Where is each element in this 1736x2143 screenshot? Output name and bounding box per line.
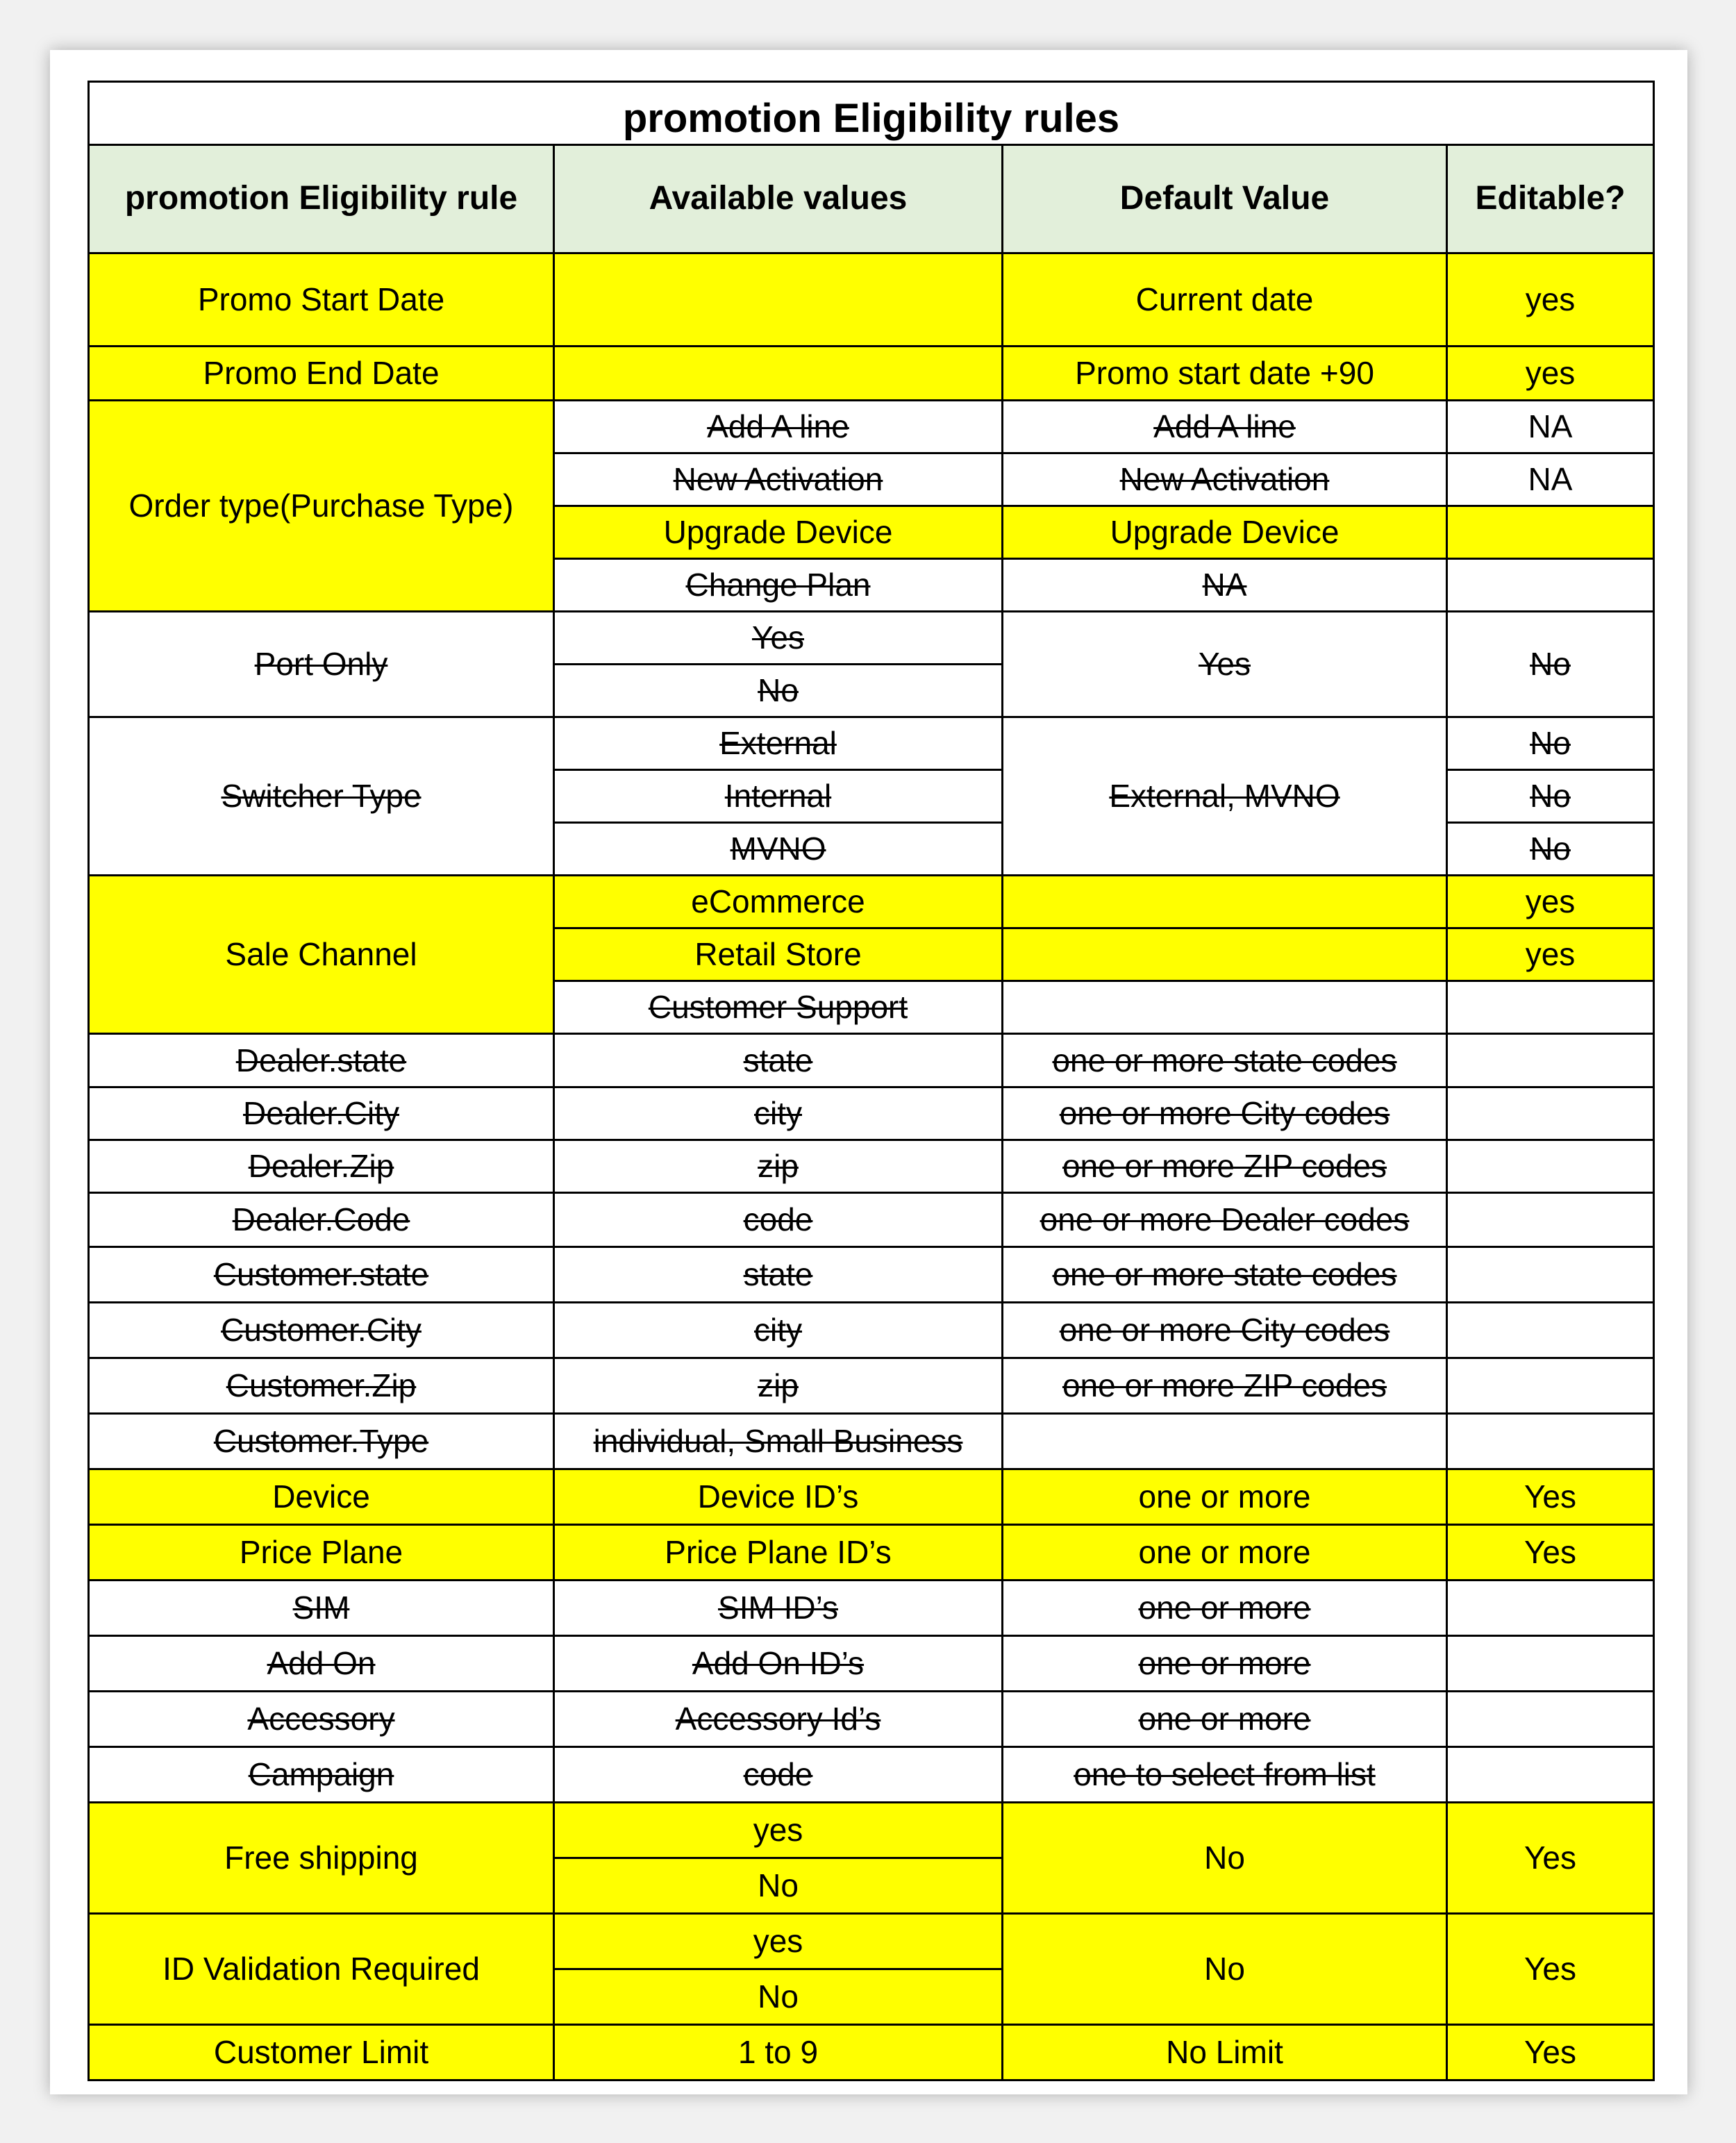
rule-name: Customer.Zip bbox=[89, 1358, 554, 1414]
default-value: one or more bbox=[1003, 1581, 1447, 1636]
editable-value bbox=[1447, 1140, 1654, 1193]
available-value: zip bbox=[554, 1358, 1003, 1414]
editable-value: Yes bbox=[1447, 1469, 1654, 1525]
available-value: yes bbox=[554, 1914, 1003, 1969]
default-value: one or more state codes bbox=[1003, 1247, 1447, 1303]
default-value: Promo start date +90 bbox=[1003, 347, 1447, 401]
editable-value: yes bbox=[1447, 876, 1654, 928]
default-value: one or more Dealer codes bbox=[1003, 1193, 1447, 1247]
available-value: New Activation bbox=[554, 453, 1003, 506]
default-value: Yes bbox=[1003, 612, 1447, 717]
column-header-default: Default Value bbox=[1003, 145, 1447, 253]
available-value: Price Plane ID’s bbox=[554, 1525, 1003, 1581]
available-value: No bbox=[554, 1969, 1003, 2025]
editable-value: Yes bbox=[1447, 2025, 1654, 2081]
default-value bbox=[1003, 981, 1447, 1034]
rule-name: Customer.City bbox=[89, 1303, 554, 1358]
editable-value: Yes bbox=[1447, 1525, 1654, 1581]
editable-value bbox=[1447, 1247, 1654, 1303]
rule-name: ID Validation Required bbox=[89, 1914, 554, 2025]
default-value: one or more bbox=[1003, 1525, 1447, 1581]
editable-value: yes bbox=[1447, 347, 1654, 401]
editable-value bbox=[1447, 1303, 1654, 1358]
rule-name: Accessory bbox=[89, 1692, 554, 1747]
available-value: Add On ID’s bbox=[554, 1636, 1003, 1692]
table-row bbox=[89, 1414, 1654, 1469]
editable-value: NA bbox=[1447, 401, 1654, 453]
table-row bbox=[89, 401, 1654, 453]
available-value: eCommerce bbox=[554, 876, 1003, 928]
available-value: Retail Store bbox=[554, 928, 1003, 981]
editable-value bbox=[1447, 1193, 1654, 1247]
default-value bbox=[1003, 928, 1447, 981]
table-row bbox=[89, 1581, 1654, 1636]
available-value: MVNO bbox=[554, 823, 1003, 876]
available-value: No bbox=[554, 665, 1003, 717]
table-row bbox=[89, 1193, 1654, 1247]
editable-value: No bbox=[1447, 770, 1654, 823]
editable-value bbox=[1447, 1747, 1654, 1803]
eligibility-rules-table bbox=[87, 81, 1655, 2081]
default-value: one or more ZIP codes bbox=[1003, 1358, 1447, 1414]
rule-name: Promo End Date bbox=[89, 347, 554, 401]
editable-value: yes bbox=[1447, 253, 1654, 347]
default-value: No bbox=[1003, 1914, 1447, 2025]
table-row bbox=[89, 1803, 1654, 1858]
default-value: Current date bbox=[1003, 253, 1447, 347]
default-value bbox=[1003, 1414, 1447, 1469]
available-value: No bbox=[554, 1858, 1003, 1914]
table-row bbox=[89, 1140, 1654, 1193]
editable-value: Yes bbox=[1447, 1803, 1654, 1914]
default-value: Upgrade Device bbox=[1003, 506, 1447, 559]
default-value: one or more bbox=[1003, 1469, 1447, 1525]
editable-value bbox=[1447, 1692, 1654, 1747]
rule-name: Free shipping bbox=[89, 1803, 554, 1914]
table-row bbox=[89, 1469, 1654, 1525]
table-row bbox=[89, 1636, 1654, 1692]
available-value: External bbox=[554, 717, 1003, 770]
rule-name: Sale Channel bbox=[89, 876, 554, 1034]
available-value: Device ID’s bbox=[554, 1469, 1003, 1525]
default-value: No bbox=[1003, 1803, 1447, 1914]
rule-name: SIM bbox=[89, 1581, 554, 1636]
default-value bbox=[1003, 876, 1447, 928]
available-value: Add A line bbox=[554, 401, 1003, 453]
available-value: Accessory Id’s bbox=[554, 1692, 1003, 1747]
rule-name: Customer.Type bbox=[89, 1414, 554, 1469]
table-row bbox=[89, 876, 1654, 928]
table-row bbox=[89, 1087, 1654, 1140]
rule-name: Dealer.City bbox=[89, 1087, 554, 1140]
column-header-available: Available values bbox=[554, 145, 1003, 253]
editable-value: Yes bbox=[1447, 1914, 1654, 2025]
editable-value bbox=[1447, 1358, 1654, 1414]
editable-value: No bbox=[1447, 823, 1654, 876]
available-value: 1 to 9 bbox=[554, 2025, 1003, 2081]
rule-name: Campaign bbox=[89, 1747, 554, 1803]
table-row bbox=[89, 2025, 1654, 2081]
editable-value bbox=[1447, 1034, 1654, 1087]
available-value: individual, Small Business bbox=[554, 1414, 1003, 1469]
available-value: state bbox=[554, 1247, 1003, 1303]
table-row bbox=[89, 612, 1654, 665]
editable-value bbox=[1447, 559, 1654, 612]
editable-value bbox=[1447, 1636, 1654, 1692]
default-value: one or more City codes bbox=[1003, 1303, 1447, 1358]
rule-name: Dealer.Zip bbox=[89, 1140, 554, 1193]
table-row bbox=[89, 1303, 1654, 1358]
table-row bbox=[89, 1247, 1654, 1303]
rule-name: Port Only bbox=[89, 612, 554, 717]
available-value: Yes bbox=[554, 612, 1003, 665]
editable-value: No bbox=[1447, 612, 1654, 717]
available-value bbox=[554, 347, 1003, 401]
table-row bbox=[89, 1358, 1654, 1414]
rule-name: Dealer.Code bbox=[89, 1193, 554, 1247]
table-row bbox=[89, 1692, 1654, 1747]
editable-value bbox=[1447, 1087, 1654, 1140]
editable-value: No bbox=[1447, 717, 1654, 770]
rule-name: Switcher Type bbox=[89, 717, 554, 876]
editable-value bbox=[1447, 1581, 1654, 1636]
title-row bbox=[89, 82, 1654, 145]
table-title: promotion Eligibility rules bbox=[89, 82, 1654, 145]
table-row bbox=[89, 717, 1654, 770]
editable-value bbox=[1447, 981, 1654, 1034]
available-value: city bbox=[554, 1303, 1003, 1358]
rule-name: Customer.state bbox=[89, 1247, 554, 1303]
table-row bbox=[89, 253, 1654, 347]
rule-name: Customer Limit bbox=[89, 2025, 554, 2081]
rule-name: Add On bbox=[89, 1636, 554, 1692]
available-value: city bbox=[554, 1087, 1003, 1140]
rule-name: Promo Start Date bbox=[89, 253, 554, 347]
editable-value: yes bbox=[1447, 928, 1654, 981]
column-header-rule: promotion Eligibility rule bbox=[89, 145, 554, 253]
available-value: Internal bbox=[554, 770, 1003, 823]
available-value: yes bbox=[554, 1803, 1003, 1858]
default-value: NA bbox=[1003, 559, 1447, 612]
default-value: one or more bbox=[1003, 1692, 1447, 1747]
default-value: Add A line bbox=[1003, 401, 1447, 453]
default-value: one or more bbox=[1003, 1636, 1447, 1692]
document-page bbox=[50, 50, 1687, 2094]
available-value: code bbox=[554, 1193, 1003, 1247]
table-row bbox=[89, 1525, 1654, 1581]
rule-name: Device bbox=[89, 1469, 554, 1525]
default-value: one to select from list bbox=[1003, 1747, 1447, 1803]
editable-value: NA bbox=[1447, 453, 1654, 506]
available-value: state bbox=[554, 1034, 1003, 1087]
available-value bbox=[554, 253, 1003, 347]
editable-value bbox=[1447, 506, 1654, 559]
rule-name: Price Plane bbox=[89, 1525, 554, 1581]
default-value: External, MVNO bbox=[1003, 717, 1447, 876]
available-value: zip bbox=[554, 1140, 1003, 1193]
available-value: Upgrade Device bbox=[554, 506, 1003, 559]
table-row bbox=[89, 1914, 1654, 1969]
default-value: one or more ZIP codes bbox=[1003, 1140, 1447, 1193]
editable-value bbox=[1447, 1414, 1654, 1469]
available-value: code bbox=[554, 1747, 1003, 1803]
default-value: New Activation bbox=[1003, 453, 1447, 506]
available-value: SIM ID’s bbox=[554, 1581, 1003, 1636]
default-value: No Limit bbox=[1003, 2025, 1447, 2081]
table-row bbox=[89, 1034, 1654, 1087]
column-header-editable: Editable? bbox=[1447, 145, 1654, 253]
available-value: Change Plan bbox=[554, 559, 1003, 612]
table-row bbox=[89, 1747, 1654, 1803]
table-row bbox=[89, 347, 1654, 401]
rule-name: Order type(Purchase Type) bbox=[89, 401, 554, 612]
default-value: one or more state codes bbox=[1003, 1034, 1447, 1087]
default-value: one or more City codes bbox=[1003, 1087, 1447, 1140]
header-row bbox=[89, 145, 1654, 253]
available-value: Customer Support bbox=[554, 981, 1003, 1034]
rule-name: Dealer.state bbox=[89, 1034, 554, 1087]
